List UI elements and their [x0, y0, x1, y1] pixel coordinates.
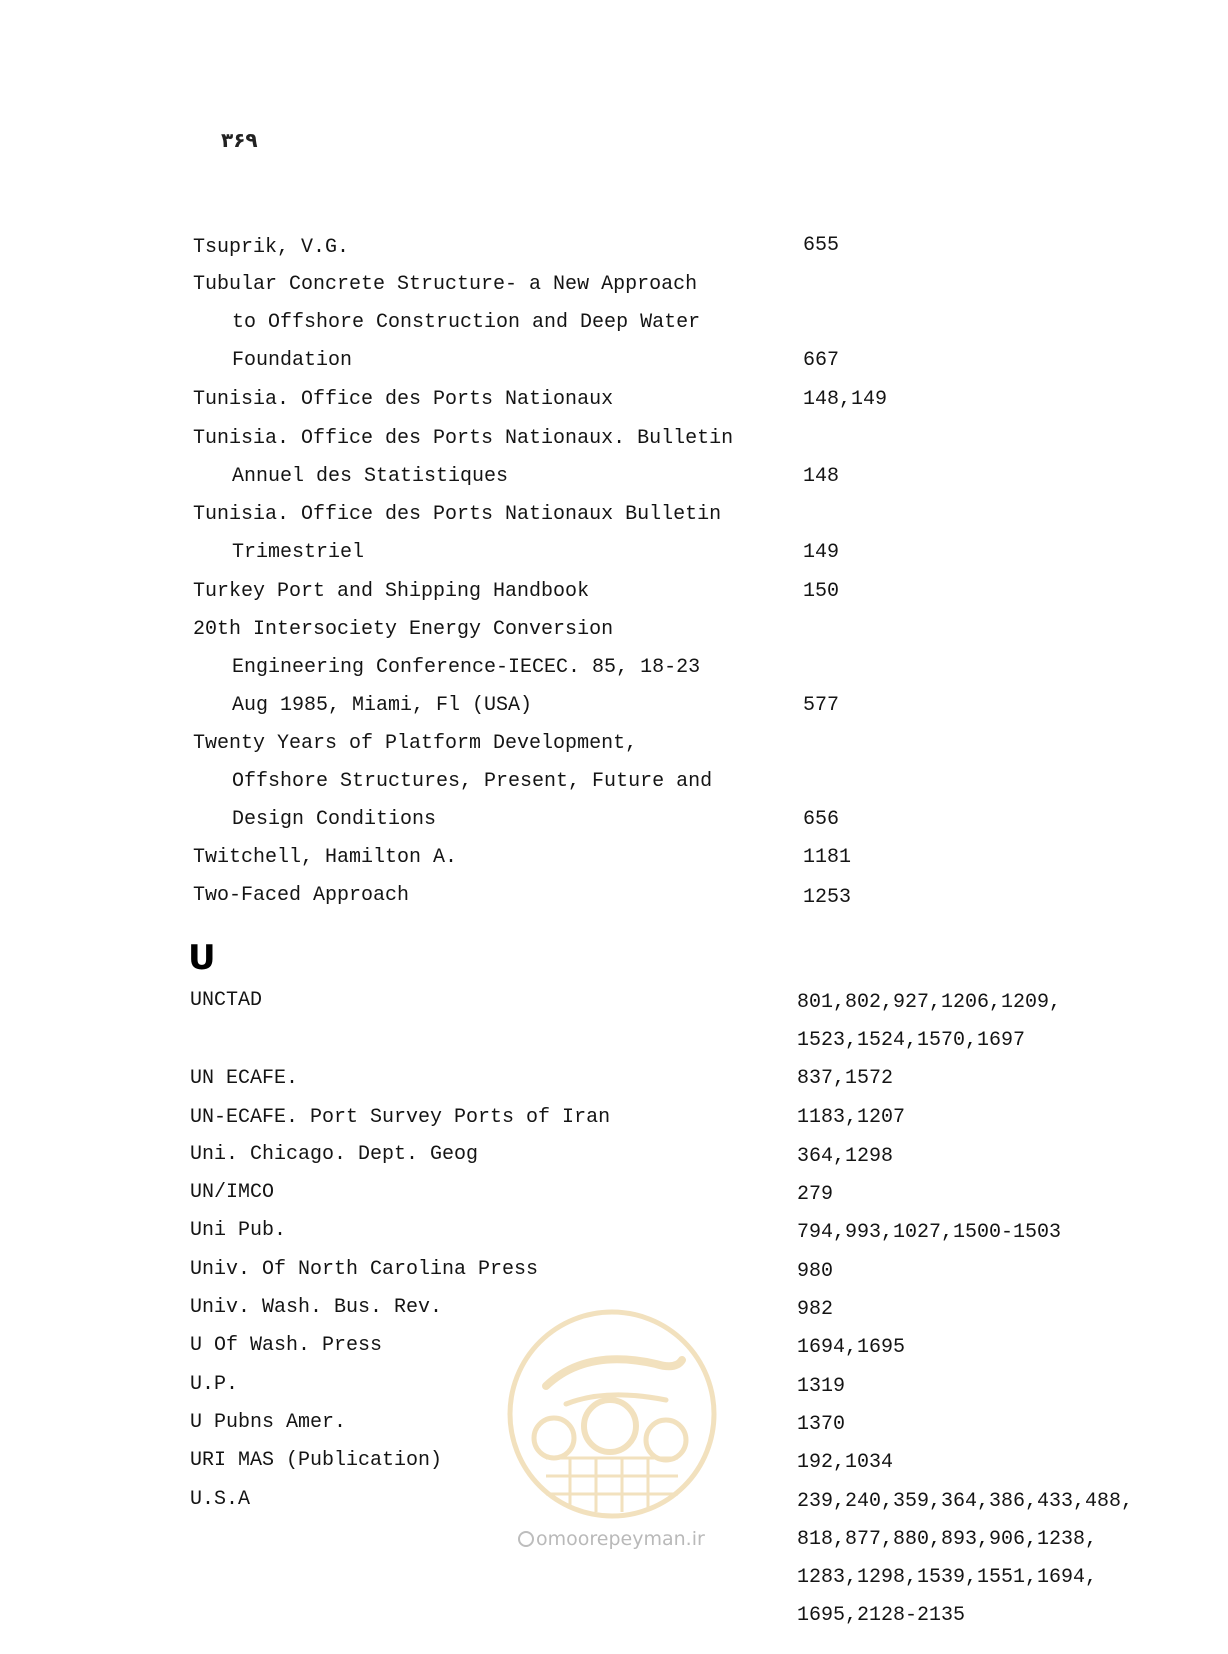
watermark-site: [518, 1528, 705, 1550]
entry-ref: 279: [797, 1183, 834, 1206]
entry-ref: 192,1034: [797, 1451, 894, 1474]
globe-icon: [518, 1531, 534, 1547]
entry-term: Univ. Of North Carolina Press: [190, 1258, 539, 1281]
entry-ref: 1319: [797, 1375, 846, 1398]
entry-term-continuation: Offshore Structures, Present, Future and: [232, 770, 713, 793]
entry-ref: 1253: [803, 886, 852, 909]
entry-ref-continuation: 1523,1524,1570,1697: [797, 1029, 1026, 1052]
entry-ref: 837,1572: [797, 1067, 894, 1090]
entry-ref: 1694,1695: [797, 1336, 906, 1359]
entry-term: UN ECAFE.: [190, 1067, 299, 1090]
entry-term-continuation: Engineering Conference-IECEC. 85, 18-23: [232, 656, 701, 679]
entry-term-continuation: Aug 1985, Miami, Fl (USA): [232, 694, 533, 717]
entry-term: Uni Pub.: [190, 1219, 287, 1242]
entry-ref: 239,240,359,364,386,433,488,: [797, 1490, 1134, 1513]
page-number: ۳۶۹: [221, 128, 258, 152]
entry-ref: 655: [803, 234, 840, 257]
entry-term: Univ. Wash. Bus. Rev.: [190, 1296, 443, 1319]
entry-term: Twitchell, Hamilton A.: [193, 846, 458, 869]
entry-ref: 656: [803, 808, 840, 831]
omoorepeyman-seal-icon: [506, 1308, 718, 1520]
entry-term: Tsuprik, V.G.: [193, 236, 350, 259]
entry-ref: 794,993,1027,1500-1503: [797, 1221, 1062, 1244]
entry-term: Tunisia. Office des Ports Nationaux. Bulletin: [193, 427, 734, 450]
entry-term: Uni. Chicago. Dept. Geog: [190, 1143, 479, 1166]
entry-term: Tunisia. Office des Ports Nationaux: [193, 388, 614, 411]
entry-ref: 1370: [797, 1413, 846, 1436]
entry-ref: 982: [797, 1298, 834, 1321]
watermark-url: omoorepeyman.ir: [536, 1528, 705, 1550]
entry-term-continuation: Annuel des Statistiques: [232, 465, 509, 488]
entry-ref-continuation: 1695,2128-2135: [797, 1604, 966, 1627]
entry-ref: 364,1298: [797, 1145, 894, 1168]
entry-term-continuation: Trimestriel: [232, 541, 365, 564]
entry-term: UNCTAD: [190, 989, 263, 1012]
entry-ref: 148,149: [803, 388, 888, 411]
entry-term-continuation: to Offshore Construction and Deep Water: [232, 311, 701, 334]
entry-ref: 1183,1207: [797, 1106, 906, 1129]
entry-ref: 667: [803, 349, 840, 372]
section-heading-u: U: [188, 938, 216, 978]
entry-ref: 801,802,927,1206,1209,: [797, 991, 1062, 1014]
entry-ref: 148: [803, 465, 840, 488]
entry-term: U Pubns Amer.: [190, 1411, 347, 1434]
entry-term: Tunisia. Office des Ports Nationaux Bulletin: [193, 503, 722, 526]
entry-term-continuation: Design Conditions: [232, 808, 437, 831]
entry-ref: 1181: [803, 846, 852, 869]
entry-term: UN/IMCO: [190, 1181, 275, 1204]
entry-term: Two-Faced Approach: [193, 884, 410, 907]
entry-term: UN-ECAFE. Port Survey Ports of Iran: [190, 1106, 611, 1129]
entry-term: 20th Intersociety Energy Conversion: [193, 618, 614, 641]
entry-term: Turkey Port and Shipping Handbook: [193, 580, 590, 603]
entry-term: U Of Wash. Press: [190, 1334, 383, 1357]
entry-term: Tubular Concrete Structure- a New Approach: [193, 273, 698, 296]
entry-term: U.P.: [190, 1373, 239, 1396]
entry-ref: 149: [803, 541, 840, 564]
entry-ref: 577: [803, 694, 840, 717]
entry-ref: 150: [803, 580, 840, 603]
entry-ref: 980: [797, 1260, 834, 1283]
entry-term: URI MAS (Publication): [190, 1449, 443, 1472]
entry-term: U.S.A: [190, 1488, 251, 1511]
entry-term-continuation: Foundation: [232, 349, 353, 372]
entry-ref-continuation: 818,877,880,893,906,1238,: [797, 1528, 1098, 1551]
entry-term: Twenty Years of Platform Development,: [193, 732, 638, 755]
entry-ref-continuation: 1283,1298,1539,1551,1694,: [797, 1566, 1098, 1589]
